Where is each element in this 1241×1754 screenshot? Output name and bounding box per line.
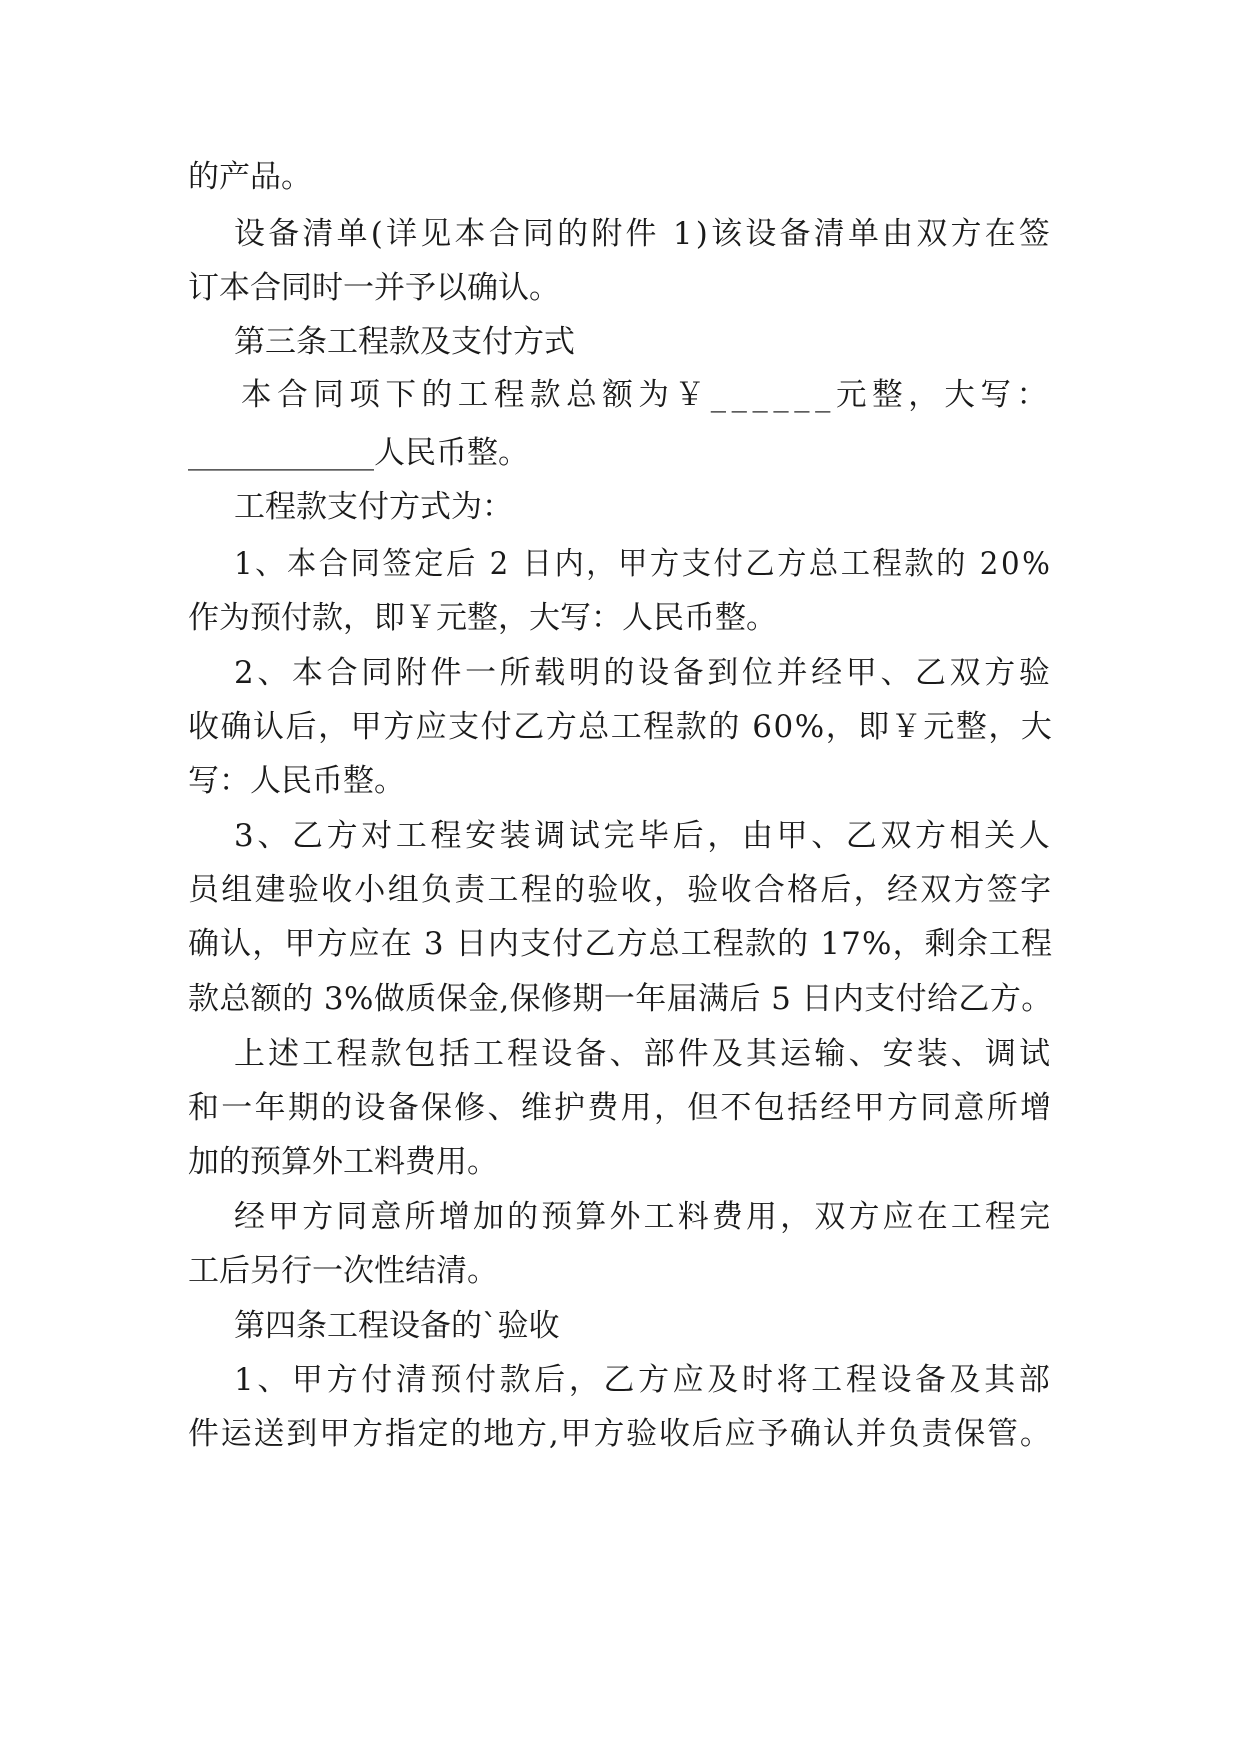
text-line: 确认，甲方应在 3 日内支付乙方总工程款的 17%，剩余工程 [188,926,1054,962]
text-line: 作为预付款，即￥元整，大写：人民币整。 [188,600,777,636]
text-line: 员组建验收小组负责工程的验收，验收合格后，经双方签字 [188,872,1054,908]
text-line: 本合同项下的工程款总额为￥______元整，大写： [241,377,1053,413]
section-heading: 第三条工程款及支付方式 [234,324,575,360]
text-line: 经甲方同意所增加的预算外工料费用，双方应在工程完 [234,1199,1054,1235]
text-line: 和一年期的设备保修、维护费用，但不包括经甲方同意所增 [188,1090,1054,1126]
text-line: 写：人民币整。 [188,763,405,799]
text-line: 设备清单(详见本合同的附件 1)该设备清单由双方在签 [234,216,1054,252]
text-line: 件运送到甲方指定的地方,甲方验收后应予确认并负责保管。 [188,1416,1053,1452]
text-line: 1、甲方付清预付款后，乙方应及时将工程设备及其部 [234,1362,1054,1398]
text-line: 加的预算外工料费用。 [188,1144,498,1180]
text-line: 款总额的 3%做质保金,保修期一年届满后 5 日内支付给乙方。 [188,981,1053,1017]
text-line: 工程款支付方式为： [234,489,513,525]
text-line: 上述工程款包括工程设备、部件及其运输、安装、调试 [234,1036,1054,1072]
text-line: 收确认后，甲方应支付乙方总工程款的 60%，即￥元整，大 [188,709,1054,745]
section-heading: 第四条工程设备的`验收 [234,1308,560,1344]
text-line: ____________人民币整。 [188,435,529,471]
text-line: 订本合同时一并予以确认。 [188,270,560,306]
text-line: 3、乙方对工程安装调试完毕后，由甲、乙双方相关人 [234,818,1054,854]
text-line: 2、本合同附件一所载明的设备到位并经甲、乙双方验 [234,655,1054,691]
text-line: 工后另行一次性结清。 [188,1253,498,1289]
text-line: 的产品。 [188,159,312,195]
text-line: 1、本合同签定后 2 日内，甲方支付乙方总工程款的 20% [234,546,1053,582]
